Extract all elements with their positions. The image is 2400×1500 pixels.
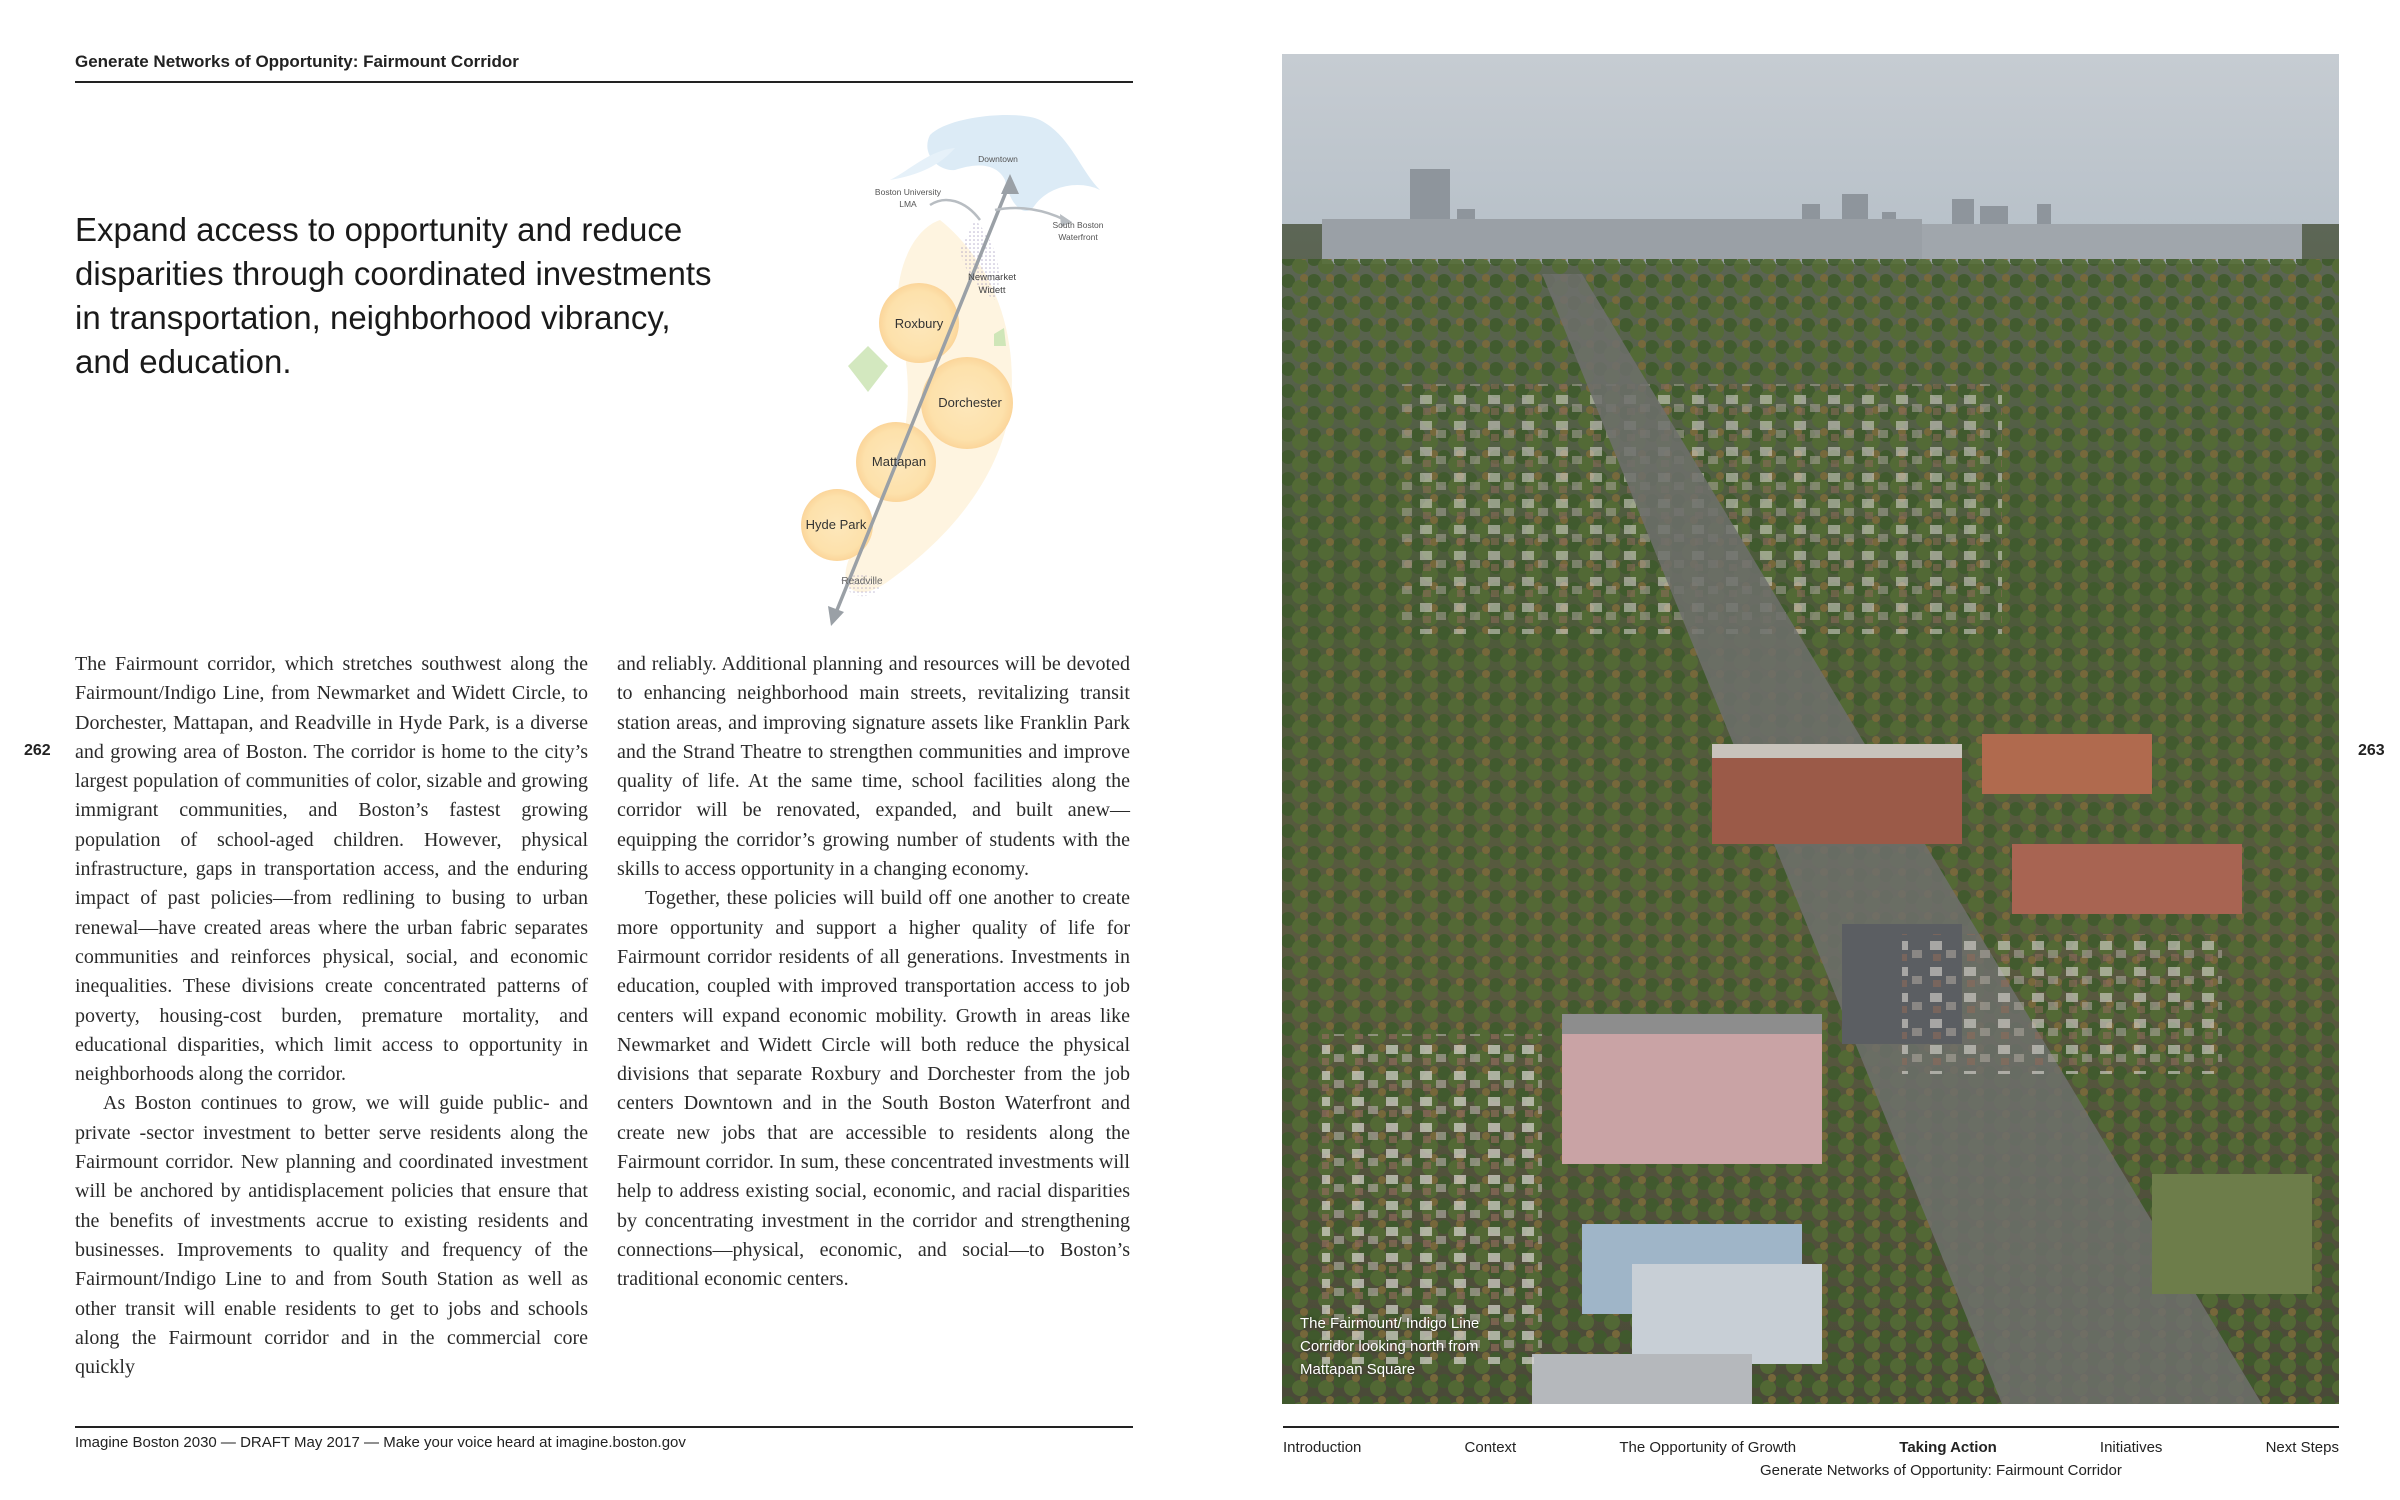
map-label-bu-2: LMA bbox=[899, 199, 917, 209]
map-label-downtown: Downtown bbox=[978, 154, 1018, 164]
corridor-map bbox=[780, 110, 1120, 630]
page-number-left: 262 bbox=[24, 742, 51, 759]
photo-caption: The Fairmount/ Indigo Line Corridor looking north from Mattapan Square bbox=[1300, 1315, 1480, 1378]
chapter-nav bbox=[1283, 1439, 2339, 1456]
aerial-photo bbox=[1282, 54, 2339, 1404]
footer-rule-left bbox=[75, 1426, 1133, 1428]
map-label-bu-1: Boston University bbox=[874, 187, 942, 197]
body-column-right bbox=[617, 650, 1130, 1295]
map-label-sb-2: Waterfront bbox=[1058, 232, 1098, 242]
map-label-newmarket-2: Widett bbox=[978, 285, 1006, 296]
body-paragraph: The Fairmount corridor, which stretches southwest along the Fairmount/Indigo Line, from Newmarket and Widett Circle, to Dorchester, Mattapan, and Readville in Hyde Park, is a diverse and growing area of Boston. The corridor is home to the city’s largest population of communities of color, sizable and growing immigrant communities, and Boston’s fastest growing population of school-aged children. However, physical infrastructure, gaps in transportation access, and the enduring impact of past policies—from redlining to busing to urban renewal—have created areas where the urban fabric separates communities and reinforces physical, social, and economic inequalities. These divisions create concentrated patterns of poverty, housing-cost burden, premature mortality, and educational disparities, which limit access to opportunity in neighborhoods along the corridor. bbox=[75, 653, 588, 1086]
body-paragraph: and reliably. Additional planning and resources will be devoted to enhancing neighborhood main streets, revitalizing transit station areas, and improving signature assets like Franklin Park and the Strand Theatre to strengthen communities and improve quality of life. At the same time, school facilities along the corridor will be renovated, expanded, and built anew—equipping the corridor’s growing number of students with the skills to access opportunity in a changing economy. bbox=[617, 653, 1130, 881]
footer-text: Imagine Boston 2030 — DRAFT May 2017 — Make your voice heard at imagine.boston.gov bbox=[75, 1434, 686, 1451]
body-paragraph: Together, these policies will build off one another to create more opportunity and support a higher quality of life for Fairmount corridor residents of all generations. Investments in education, coupled with improved transportation access to job centers will expand economic mobility. Growth in areas like Newmarket and Widett Circle will both reduce the physical divisions that separate Roxbury and Dorchester from the job centers Downtown and in the South Boston Waterfront and create new jobs that are accessible to residents along the Fairmount corridor. In sum, these concentrated investments will help to address existing social, economic, and racial disparities by concentrating investment in the corridor and strengthening connections—physical, economic, and social—to Boston’s traditional economic centers. bbox=[617, 887, 1130, 1291]
franklin-park bbox=[848, 346, 888, 392]
page-headline: Expand access to opportunity and reduce disparities through coordinated investments in transportation, neighborhood vibrancy, and education. bbox=[75, 211, 712, 380]
section-header: Generate Networks of Opportunity: Fairmount Corridor bbox=[75, 52, 519, 71]
footer-rule-right bbox=[1283, 1426, 2339, 1428]
map-label-dorchester: Dorchester bbox=[938, 395, 1002, 410]
map-label-sb-1: South Boston bbox=[1052, 220, 1104, 230]
nav-item-opportunity-of-growth[interactable]: The Opportunity of Growth bbox=[1619, 1439, 1797, 1456]
map-label-newmarket-1: Newmarket bbox=[967, 272, 1017, 283]
nav-item-next-steps[interactable]: Next Steps bbox=[2265, 1439, 2339, 1456]
west-arrow bbox=[930, 200, 980, 220]
nav-subsection: Generate Networks of Opportunity: Fairmount Corridor bbox=[1760, 1462, 2122, 1479]
page-number-right: 263 bbox=[2358, 742, 2385, 759]
header-rule bbox=[75, 81, 1133, 83]
nav-item-context[interactable]: Context bbox=[1464, 1439, 1517, 1456]
map-label-hyde-park: Hyde Park bbox=[805, 517, 867, 532]
body-paragraph: As Boston continues to grow, we will guide public- and private -sector investment to better serve residents along the Fairmount corridor. New planning and coordinated investment will be anchored by antidisplacement policies that ensure that the benefits of investments accrue to existing residents and businesses. Improvements to quality and frequency of the Fairmount/Indigo Line to and from South Station as well as other transit will enable residents to get to jobs and schools along the Fairmount corridor and in the commercial core quickly bbox=[75, 1092, 588, 1379]
nav-item-initiatives[interactable]: Initiatives bbox=[2099, 1439, 2163, 1456]
east-arrow bbox=[995, 208, 1065, 220]
map-label-roxbury: Roxbury bbox=[894, 316, 944, 331]
nav-item-introduction[interactable]: Introduction bbox=[1283, 1439, 1362, 1456]
body-column-left bbox=[75, 650, 588, 1382]
map-label-mattapan: Mattapan bbox=[871, 454, 927, 469]
map-label-readville: Readville bbox=[841, 576, 883, 587]
south-arrowhead bbox=[828, 606, 844, 626]
nav-item-taking-action[interactable]: Taking Action bbox=[1899, 1439, 1997, 1456]
